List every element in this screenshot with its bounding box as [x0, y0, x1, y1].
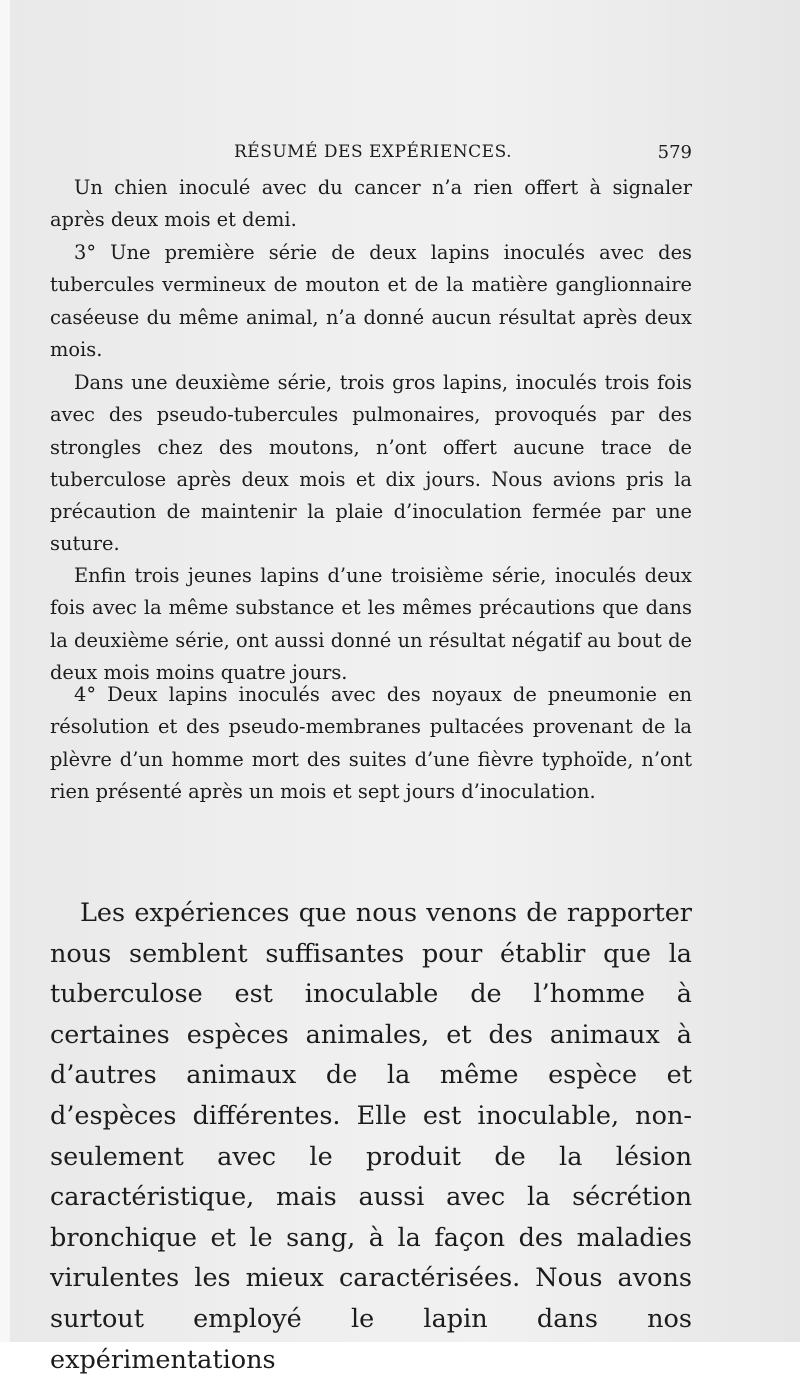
paragraph-text: Un chien inoculé avec du cancer n’a rien offert à signaler après deux mois et demi.: [50, 176, 692, 232]
paragraph-4: [50, 560, 692, 689]
running-head: [50, 140, 692, 170]
paragraph-5: [50, 679, 692, 808]
paragraph-text: 3° Une première série de deux lapins inoculés avec des tubercules vermineux de mouton et de la matière ganglionnaire caséeuse du même animal, n’a donné aucun résultat après deux mois.: [50, 241, 692, 361]
page-margin: [0, 0, 10, 1342]
running-title: RÉSUMÉ DES EXPÉRIENCES.: [234, 142, 513, 162]
paragraph-2: [50, 237, 692, 366]
paragraph-text: Dans une deuxième série, trois gros lapins, inoculés trois fois avec des pseudo-tubercules pulmonaires, provoqués par des strongles chez des moutons, n’ont offert aucune trace de tuberculose après deux mois et dix jours. Nous avions pris la précaution de maintenir la plaie d’inoculation fermée par une suture.: [50, 371, 692, 556]
paragraph-6: [50, 893, 692, 1380]
page-number: 579: [657, 142, 692, 163]
paragraph-text: Les expériences que nous venons de rapporter nous semblent suffisantes pour établir que la tuberculose est inoculable de l’homme à certaines espèces animales, et des animaux à d’autres animaux de la même espèce et d’espèces différentes. Elle est inoculable, non-seulement avec le produit de la lésion caractéristique, mais aussi avec la sécrétion bronchique et le sang, à la façon des maladies virulentes les mieux caractérisées. Nous avons surtout employé le lapin dans nos expérimentations: [50, 898, 692, 1375]
paragraph-3: [50, 367, 692, 561]
paragraph-text: Enfin trois jeunes lapins d’une troisième série, inoculés deux fois avec la même substance et les mêmes précautions que dans la deuxième série, ont aussi donné un résultat négatif au bout de deux mois moins quatre jours.: [50, 564, 692, 684]
paragraph-1: [50, 172, 692, 237]
paragraph-text: 4° Deux lapins inoculés avec des noyaux de pneumonie en résolution et des pseudo-membranes pultacées provenant de la plèvre d’un homme mort des suites d’une fièvre typhoïde, n’ont rien présenté après un mois et sept jours d’inoculation.: [50, 683, 692, 803]
